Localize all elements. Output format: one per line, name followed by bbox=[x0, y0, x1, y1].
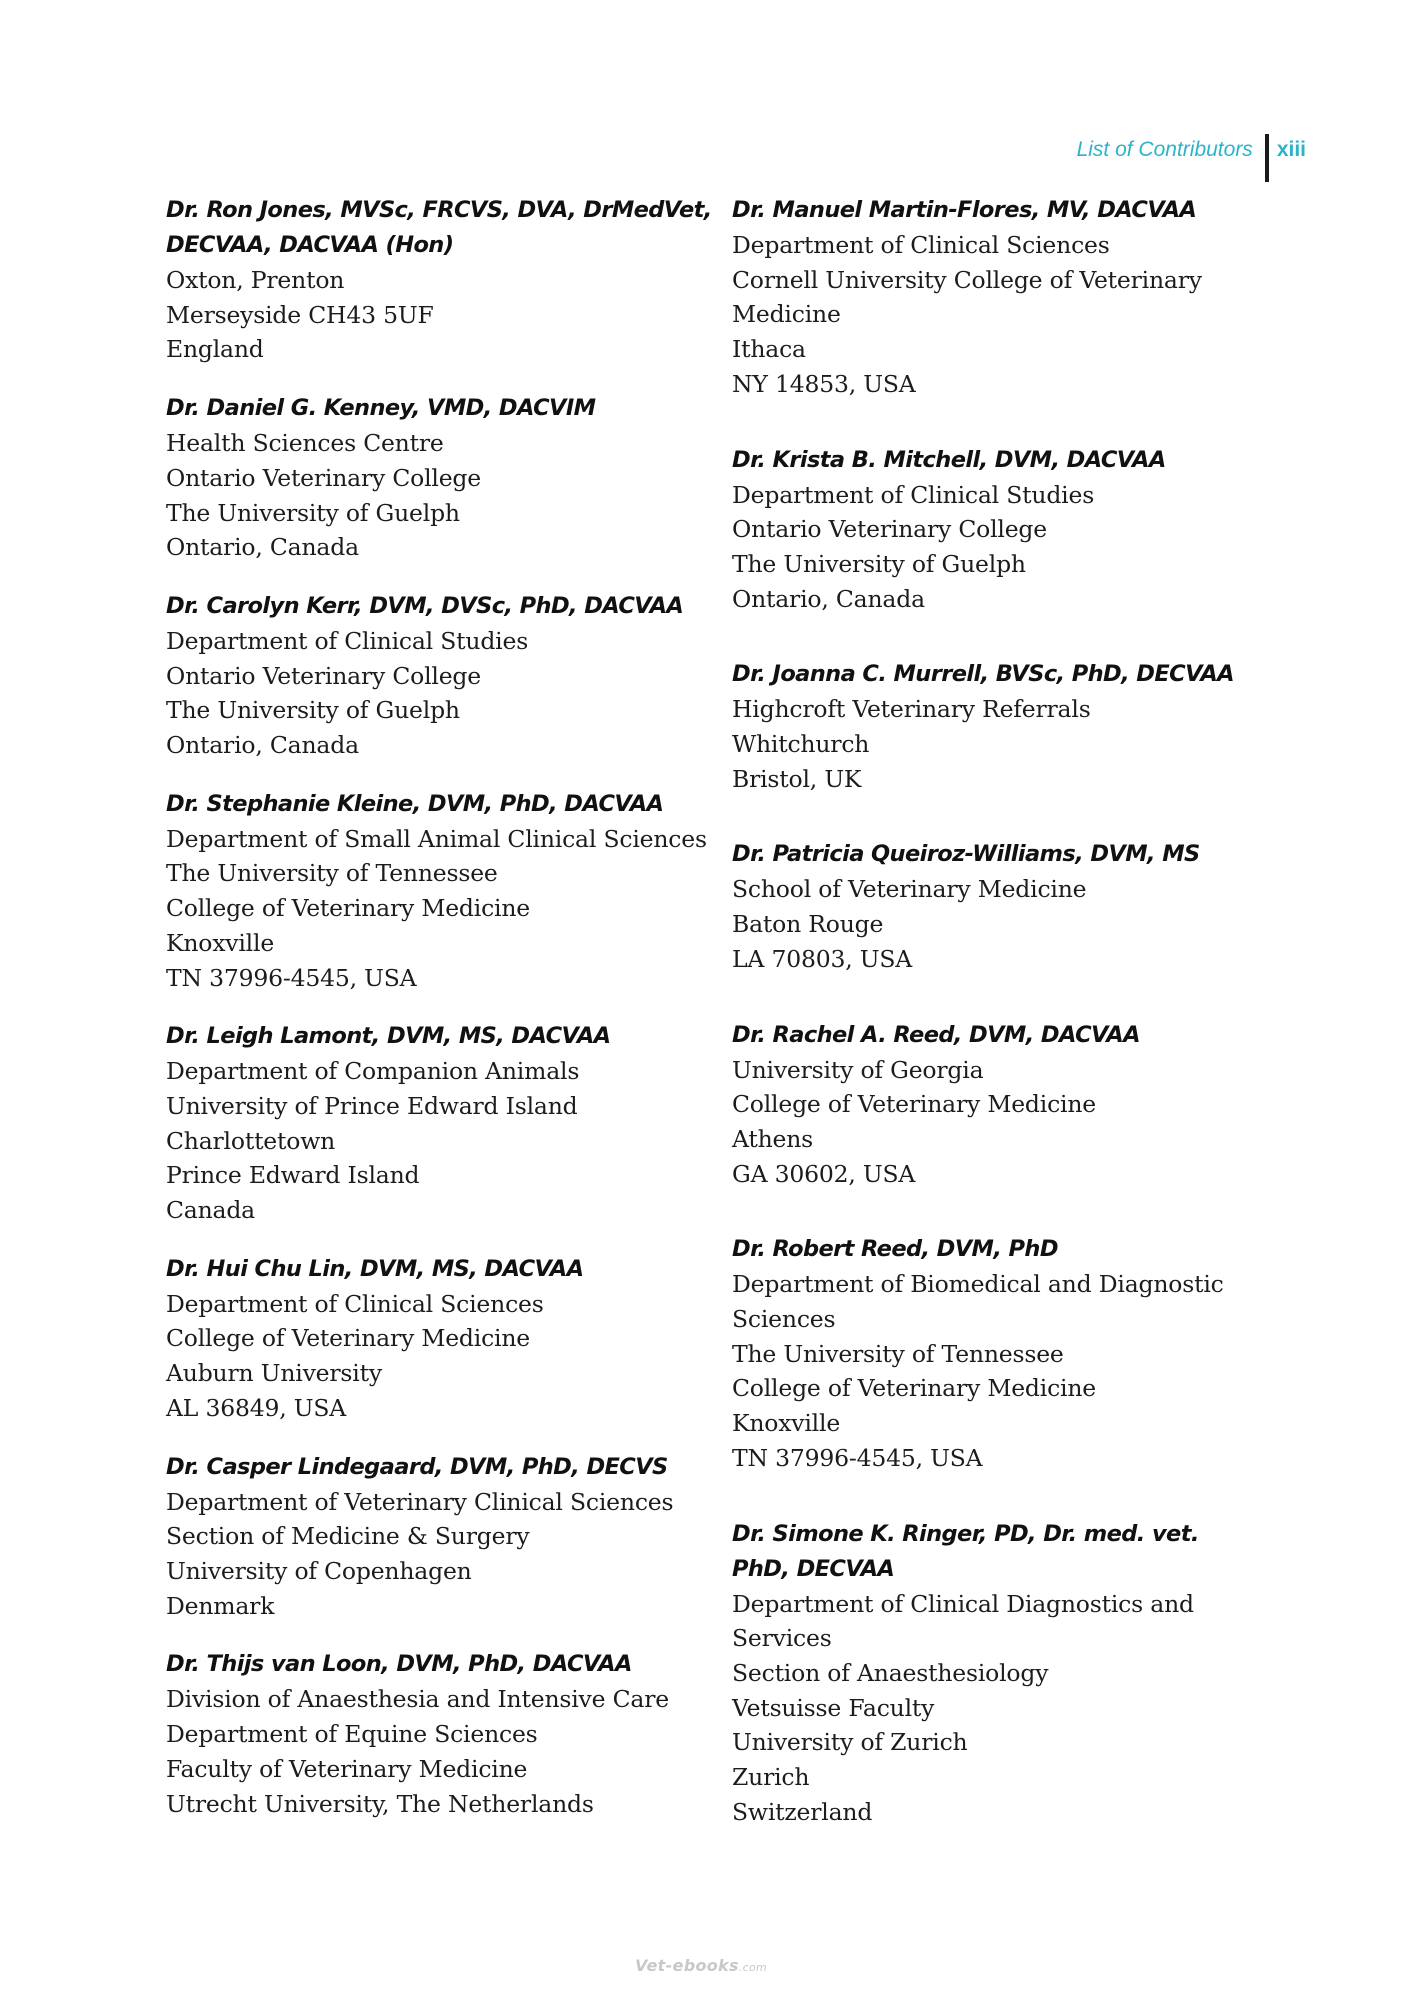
affiliation-line: Highcroft Veterinary Referrals bbox=[732, 695, 1091, 724]
running-header bbox=[1077, 134, 1306, 182]
affiliation-line: Merseyside CH43 5UF bbox=[166, 300, 434, 329]
affiliation-line: Denmark bbox=[166, 1591, 275, 1620]
affiliation-line: Canada bbox=[166, 1196, 255, 1225]
affiliation-line: TN 37996-4545, USA bbox=[166, 963, 417, 992]
contributor-name: Dr. Leigh Lamont, DVM, MS, DACVAA bbox=[166, 1023, 611, 1050]
affiliation-line: School of Veterinary Medicine bbox=[732, 875, 1087, 904]
affiliation-line: Health Sciences Centre bbox=[166, 429, 444, 458]
affiliation-line: Charlottetown bbox=[166, 1126, 336, 1155]
affiliation-line: Medicine bbox=[732, 300, 841, 329]
running-title: List of Contributors bbox=[1076, 138, 1253, 161]
affiliation-line: The University of Tennessee bbox=[166, 859, 498, 888]
contributor-name: Dr. Casper Lindegaard, DVM, PhD, DECVS bbox=[166, 1453, 668, 1480]
affiliation-line: Department of Equine Sciences bbox=[166, 1720, 538, 1749]
affiliation-line: Department of Veterinary Clinical Sciences bbox=[166, 1487, 674, 1516]
affiliation-line: College of Veterinary Medicine bbox=[166, 894, 530, 923]
contributor-name: Dr. Hui Chu Lin, DVM, MS, DACVAA bbox=[166, 1255, 584, 1282]
affiliation-line: Ithaca bbox=[732, 335, 806, 364]
affiliation-line: Ontario, Canada bbox=[166, 533, 359, 562]
contributor-entry bbox=[732, 193, 1332, 402]
contributor-entry bbox=[166, 391, 726, 565]
contributor-entry bbox=[166, 1019, 726, 1228]
affiliation-line: Whitchurch bbox=[732, 730, 870, 759]
contributor-name: Dr. Carolyn Kerr, DVM, DVSc, PhD, DACVAA bbox=[166, 592, 684, 619]
contributor-entry bbox=[166, 589, 726, 763]
affiliation-line: Department of Clinical Studies bbox=[732, 480, 1095, 509]
affiliation-line: The University of Guelph bbox=[166, 696, 460, 725]
affiliation-line: Department of Clinical Diagnostics and bbox=[732, 1589, 1194, 1618]
contributor-entry bbox=[732, 657, 1332, 796]
affiliation-line: Utrecht University, The Netherlands bbox=[166, 1789, 594, 1818]
affiliation-line: Switzerland bbox=[732, 1797, 873, 1826]
affiliation-line: Zurich bbox=[732, 1763, 810, 1792]
affiliation-line: Department of Clinical Sciences bbox=[166, 1289, 544, 1318]
contributor-entry bbox=[732, 1018, 1332, 1192]
affiliation-line: College of Veterinary Medicine bbox=[166, 1324, 530, 1353]
contributor-name: Dr. Krista B. Mitchell, DVM, DACVAA bbox=[732, 446, 1166, 473]
contributor-name: Dr. Joanna C. Murrell, BVSc, PhD, DECVAA bbox=[732, 661, 1234, 688]
affiliation-line: LA 70803, USA bbox=[732, 944, 913, 973]
page-number: xiii bbox=[1276, 138, 1306, 161]
affiliation-line: College of Veterinary Medicine bbox=[732, 1374, 1096, 1403]
contributor-name: Dr. Ron Jones, MVSc, FRCVS, DVA, DrMedVet, bbox=[166, 197, 712, 223]
affiliation-line: University of Zurich bbox=[732, 1728, 968, 1757]
affiliation-line: AL 36849, USA bbox=[166, 1393, 347, 1422]
contributor-name: Dr. Manuel Martin-Flores, MV, DACVAA bbox=[732, 197, 1197, 223]
affiliation-line: GA 30602, USA bbox=[732, 1159, 916, 1188]
affiliation-line: Prince Edward Island bbox=[166, 1161, 420, 1190]
affiliation-line: Department of Companion Animals bbox=[166, 1057, 580, 1086]
affiliation-line: Baton Rouge bbox=[732, 910, 884, 939]
affiliation-line: NY 14853, USA bbox=[732, 369, 916, 398]
contributor-name: Dr. Rachel A. Reed, DVM, DACVAA bbox=[732, 1021, 1140, 1048]
affiliation-line: Ontario Veterinary College bbox=[166, 463, 481, 492]
contributors-right-column bbox=[732, 193, 1332, 1871]
affiliation-line: University of Georgia bbox=[732, 1055, 984, 1084]
affiliation-line: Knoxville bbox=[166, 928, 275, 957]
affiliation-line: Department of Small Animal Clinical Sciences bbox=[166, 824, 707, 853]
affiliation-line: Cornell University College of Veterinary bbox=[732, 265, 1202, 294]
contributor-entry bbox=[732, 443, 1332, 617]
contributor-entry bbox=[166, 1252, 726, 1426]
affiliation-line: Knoxville bbox=[732, 1409, 841, 1438]
contributor-name: Dr. Robert Reed, DVM, PhD bbox=[732, 1236, 1058, 1263]
affiliation-line: Department of Clinical Sciences bbox=[732, 231, 1110, 259]
watermark-logo bbox=[0, 1956, 1402, 1976]
affiliation-line: Services bbox=[732, 1624, 832, 1653]
affiliation-line: Ontario Veterinary College bbox=[166, 661, 481, 690]
contributor-entry bbox=[166, 1647, 726, 1821]
contributor-name: Dr. Thijs van Loon, DVM, PhD, DACVAA bbox=[166, 1651, 632, 1678]
contributor-name: DECVAA, DACVAA (Hon) bbox=[166, 232, 454, 258]
affiliation-line: Bristol, UK bbox=[732, 764, 862, 793]
affiliation-line: TN 37996-4545, USA bbox=[732, 1443, 983, 1472]
affiliation-line: Athens bbox=[732, 1124, 814, 1153]
affiliation-line: England bbox=[166, 335, 264, 364]
affiliation-line: Ontario Veterinary College bbox=[732, 515, 1047, 544]
contributor-entry bbox=[166, 787, 726, 996]
affiliation-line: Section of Anaesthesiology bbox=[732, 1658, 1049, 1687]
affiliation-line: Sciences bbox=[732, 1305, 836, 1334]
contributor-entry bbox=[732, 1232, 1332, 1475]
contributor-name: Dr. Simone K. Ringer, PD, Dr. med. vet. bbox=[732, 1520, 1199, 1547]
contributor-entry bbox=[732, 837, 1332, 976]
contributor-name: PhD, DECVAA bbox=[732, 1555, 895, 1582]
affiliation-line: The University of Tennessee bbox=[732, 1339, 1064, 1368]
watermark-text: Vet-ebooks bbox=[634, 1956, 739, 1975]
affiliation-line: Section of Medicine & Surgery bbox=[166, 1522, 530, 1551]
contributor-name: Dr. Daniel G. Kenney, VMD, DACVIM bbox=[166, 395, 596, 422]
affiliation-line: Oxton, Prenton bbox=[166, 266, 345, 294]
affiliation-line: Ontario, Canada bbox=[732, 584, 925, 613]
affiliation-line: Division of Anaesthesia and Intensive Care bbox=[166, 1685, 669, 1714]
contributor-entry bbox=[166, 193, 726, 367]
affiliation-line: The University of Guelph bbox=[732, 549, 1026, 578]
affiliation-line: College of Veterinary Medicine bbox=[732, 1090, 1096, 1119]
contributor-entry bbox=[732, 1517, 1332, 1830]
affiliation-line: Ontario, Canada bbox=[166, 731, 359, 760]
contributors-left-column bbox=[166, 193, 726, 1845]
affiliation-line: University of Copenhagen bbox=[166, 1556, 472, 1585]
affiliation-line: Department of Biomedical and Diagnostic bbox=[732, 1270, 1224, 1299]
watermark-suffix: .com bbox=[738, 1961, 767, 1974]
affiliation-line: The University of Guelph bbox=[166, 498, 460, 527]
affiliation-line: University of Prince Edward Island bbox=[166, 1091, 578, 1120]
affiliation-line: Faculty of Veterinary Medicine bbox=[166, 1754, 528, 1783]
contributor-entry bbox=[166, 1450, 726, 1624]
contributor-name: Dr. Patricia Queiroz-Williams, DVM, MS bbox=[732, 841, 1200, 868]
contributor-name: Dr. Stephanie Kleine, DVM, PhD, DACVAA bbox=[166, 790, 664, 817]
affiliation-line: Department of Clinical Studies bbox=[166, 626, 529, 655]
affiliation-line: Auburn University bbox=[166, 1359, 382, 1388]
affiliation-line: Vetsuisse Faculty bbox=[732, 1693, 935, 1722]
